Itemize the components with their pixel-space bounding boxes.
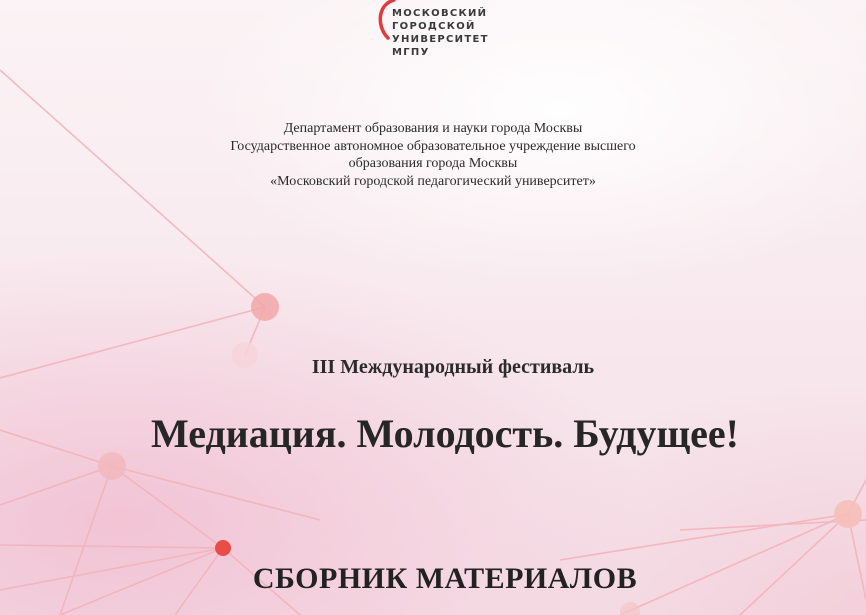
- logo-line-3: УНИВЕРСИТЕТ: [392, 34, 489, 45]
- logo-line-1: МОСКОВСКИЙ: [392, 8, 488, 19]
- organization-line: Департамент образования и науки города Москвы: [283, 121, 583, 136]
- event-subtitle: III Международный фестиваль: [311, 356, 595, 378]
- event-title: Медиация. Молодость. Будущее!: [150, 411, 739, 456]
- organization-line: «Московский городской педагогический университет»: [270, 173, 596, 189]
- document-type-label: СБОРНИК МАТЕРИАЛОВ: [252, 562, 638, 595]
- organization-line: образования города Москвы: [348, 156, 518, 171]
- organization-line: Государственное автономное образовательное учреждение высшего: [230, 138, 636, 154]
- logo-text: [392, 7, 489, 59]
- university-logo: [372, 0, 512, 70]
- logo-line-4: МГПУ: [392, 47, 430, 58]
- logo-line-2: ГОРОДСКОЙ: [392, 21, 476, 32]
- organization-block: [0, 120, 866, 190]
